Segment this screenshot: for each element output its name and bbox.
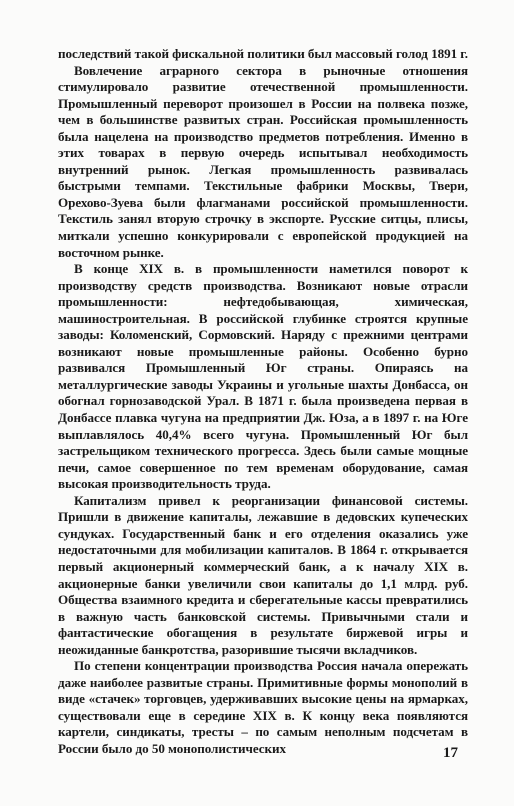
paragraph-continuation: последствий такой фискальной политики был массовый голод 1891 г.: [58, 46, 468, 61]
body-text: [58, 46, 468, 758]
paragraph-light-industry: Вовлечение аграрного сектора в рыночные отношения стимулировало развитие отечественной промышленности. Промышленный переворот произошел в России на полвека позже, чем в большинстве развитых стран. Российская промышленность была нацелена на производство предметов потребления. Именно в этих товарах в первую очередь испытывал необходимость внутренний рынок. Легкая промышленность развивалась быстрыми темпами. Текстильные фабрики Москвы, Твери, Орехово-Зуева были флагманами российской промышленности. Текстиль занял вторую строчку в экспорте. Русские ситцы, плисы, миткали успешно конкурировали с европейской продукцией на восточном рынке.: [58, 62, 468, 260]
paragraph-heavy-industry: В конце XIX в. в промышленности наметился поворот к производству средств производства. Возникают новые отрасли промышленности: нефтедобывающая, химическая, машиностроительная. В российской глубинке строятся крупные заводы: Коломенский, Сормовский. Наряду с прежними центрами возникают новые промышленные районы. Особенно бурно развивался Промышленный Юг страны. Опираясь на металлургические заводы Украины и угольные шахты Донбасса, он обогнал горнозаводской Урал. В 1871 г. была произведена первая в Донбассе плавка чугуна на предприятии Дж. Юза, а в 1897 г. на Юге выплавлялось 40,4% всего чугуна. Промышленный Юг был застрельщиком технического прогресса. Здесь были самые мощные печи, самое совершенное по тем временам оборудование, самая высокая производительность труда.: [58, 261, 468, 492]
paragraph-finance: Капитализм привел к реорганизации финансовой системы. Пришли в движение капиталы, лежавшие в дедовских купеческих сундуках. Государственный банк и его отделения оказались уже недостаточными для мобилизации капиталов. В 1864 г. открывается первый акционерный коммерческий банк, а к началу XIX в. акционерные банки увеличили свои капиталы до 1,1 млрд. руб. Общества взаимного кредита и сберегательные кассы превратились в важную часть банковской системы. Привычными стали и фантастические обогащения в результате биржевой игры и неожиданные банкротства, разорившие тысячи вкладчиков.: [58, 492, 468, 657]
page-number: 17: [443, 745, 458, 761]
paragraph-monopolies: По степени концентрации производства Россия начала опережать даже наиболее развитые страны. Примитивные формы монополий в виде «стачек» торговцев, удерживавших высокие цены на ярмарках, существовали еще в середине XIX в. К концу века появляются картели, синдикаты, тресты – по самым неполным подсчетам в России было до 50 монополистических: [58, 658, 468, 756]
